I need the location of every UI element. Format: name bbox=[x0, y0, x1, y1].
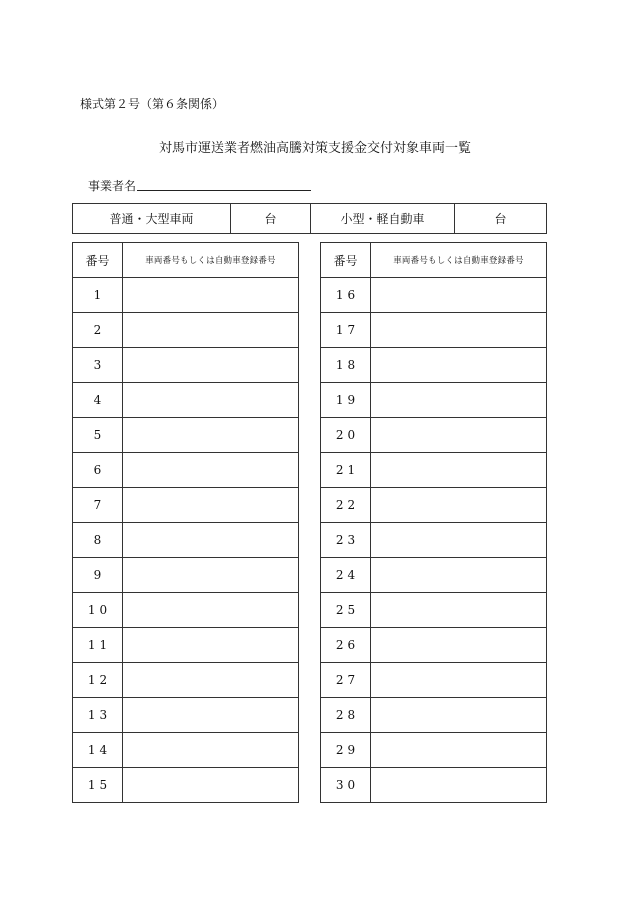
column-header-vehicle: 車両番号もしくは自動車登録番号 bbox=[371, 243, 547, 278]
vehicle-number-cell[interactable] bbox=[371, 278, 547, 313]
vehicle-number-cell[interactable] bbox=[371, 418, 547, 453]
table-row bbox=[321, 768, 547, 803]
row-number: 27 bbox=[321, 663, 371, 698]
vehicle-number-cell[interactable] bbox=[371, 558, 547, 593]
row-number: 15 bbox=[73, 768, 123, 803]
row-number: 16 bbox=[321, 278, 371, 313]
vehicle-number-cell[interactable] bbox=[123, 348, 299, 383]
row-number: 6 bbox=[73, 453, 123, 488]
row-number: 12 bbox=[73, 663, 123, 698]
vehicle-number-cell[interactable] bbox=[123, 558, 299, 593]
row-number: 14 bbox=[73, 733, 123, 768]
column-header-vehicle: 車両番号もしくは自動車登録番号 bbox=[123, 243, 299, 278]
table-row bbox=[73, 383, 299, 418]
row-number: 17 bbox=[321, 313, 371, 348]
table-row bbox=[321, 558, 547, 593]
table-row bbox=[73, 453, 299, 488]
row-number: 11 bbox=[73, 628, 123, 663]
table-row bbox=[73, 593, 299, 628]
table-row bbox=[321, 278, 547, 313]
row-number: 3 bbox=[73, 348, 123, 383]
row-number: 26 bbox=[321, 628, 371, 663]
row-number: 10 bbox=[73, 593, 123, 628]
vehicle-number-cell[interactable] bbox=[123, 488, 299, 523]
table-row bbox=[321, 313, 547, 348]
vehicle-number-cell[interactable] bbox=[123, 313, 299, 348]
vehicle-number-cell[interactable] bbox=[123, 418, 299, 453]
vehicle-count-summary bbox=[72, 203, 547, 234]
vehicle-number-cell[interactable] bbox=[371, 768, 547, 803]
vehicle-number-cell[interactable] bbox=[371, 488, 547, 523]
table-row bbox=[73, 348, 299, 383]
row-number: 28 bbox=[321, 698, 371, 733]
form-number: 様式第２号（第６条関係） bbox=[80, 97, 225, 111]
table-row bbox=[321, 663, 547, 698]
row-number: 22 bbox=[321, 488, 371, 523]
table-row bbox=[321, 628, 547, 663]
document-title: 対馬市運送業者燃油高騰対策支援金交付対象車両一覧 bbox=[158, 141, 471, 156]
table-row bbox=[321, 698, 547, 733]
table-row bbox=[73, 523, 299, 558]
row-number: 7 bbox=[73, 488, 123, 523]
vehicle-number-cell[interactable] bbox=[371, 698, 547, 733]
row-number: 13 bbox=[73, 698, 123, 733]
small-vehicle-count: 台 bbox=[455, 204, 547, 234]
table-row bbox=[73, 418, 299, 453]
row-number: 8 bbox=[73, 523, 123, 558]
row-number: 30 bbox=[321, 768, 371, 803]
vehicle-list-right bbox=[320, 242, 547, 803]
table-row bbox=[73, 558, 299, 593]
row-number: 25 bbox=[321, 593, 371, 628]
table-row bbox=[321, 453, 547, 488]
column-header-number: 番号 bbox=[321, 243, 371, 278]
column-header-number: 番号 bbox=[73, 243, 123, 278]
row-number: 20 bbox=[321, 418, 371, 453]
row-number: 4 bbox=[73, 383, 123, 418]
table-row bbox=[321, 418, 547, 453]
row-number: 18 bbox=[321, 348, 371, 383]
vehicle-number-cell[interactable] bbox=[123, 733, 299, 768]
table-row bbox=[73, 628, 299, 663]
table-row bbox=[321, 733, 547, 768]
vehicle-number-cell[interactable] bbox=[371, 593, 547, 628]
table-row bbox=[73, 313, 299, 348]
table-row bbox=[73, 698, 299, 733]
vehicle-number-cell[interactable] bbox=[371, 628, 547, 663]
table-row bbox=[73, 488, 299, 523]
row-number: 29 bbox=[321, 733, 371, 768]
vehicle-number-cell[interactable] bbox=[123, 628, 299, 663]
vehicle-number-cell[interactable] bbox=[123, 698, 299, 733]
operator-label: 事業者名 bbox=[88, 179, 137, 193]
vehicle-number-cell[interactable] bbox=[123, 768, 299, 803]
vehicle-number-cell[interactable] bbox=[371, 313, 547, 348]
row-number: 1 bbox=[73, 278, 123, 313]
row-number: 19 bbox=[321, 383, 371, 418]
table-row bbox=[73, 663, 299, 698]
table-row bbox=[321, 523, 547, 558]
vehicle-number-cell[interactable] bbox=[123, 453, 299, 488]
vehicle-number-cell[interactable] bbox=[123, 663, 299, 698]
vehicle-number-cell[interactable] bbox=[371, 348, 547, 383]
table-row bbox=[321, 348, 547, 383]
vehicle-number-cell[interactable] bbox=[123, 593, 299, 628]
vehicle-number-cell[interactable] bbox=[123, 383, 299, 418]
table-row bbox=[321, 488, 547, 523]
vehicle-number-cell[interactable] bbox=[371, 733, 547, 768]
table-row bbox=[73, 768, 299, 803]
row-number: 5 bbox=[73, 418, 123, 453]
row-number: 2 bbox=[73, 313, 123, 348]
large-vehicle-count: 台 bbox=[231, 204, 311, 234]
vehicle-number-cell[interactable] bbox=[371, 663, 547, 698]
table-row bbox=[73, 278, 299, 313]
small-vehicle-label: 小型・軽自動車 bbox=[311, 204, 455, 234]
vehicle-number-cell[interactable] bbox=[371, 453, 547, 488]
row-number: 24 bbox=[321, 558, 371, 593]
row-number: 9 bbox=[73, 558, 123, 593]
vehicle-number-cell[interactable] bbox=[123, 523, 299, 558]
row-number: 21 bbox=[321, 453, 371, 488]
vehicle-number-cell[interactable] bbox=[371, 523, 547, 558]
vehicle-number-cell[interactable] bbox=[371, 383, 547, 418]
vehicle-list-left bbox=[72, 242, 299, 803]
large-vehicle-label: 普通・大型車両 bbox=[73, 204, 231, 234]
row-number: 23 bbox=[321, 523, 371, 558]
table-row bbox=[321, 383, 547, 418]
table-row bbox=[73, 733, 299, 768]
vehicle-number-cell[interactable] bbox=[123, 278, 299, 313]
table-row bbox=[321, 593, 547, 628]
operator-name-line bbox=[137, 190, 311, 191]
